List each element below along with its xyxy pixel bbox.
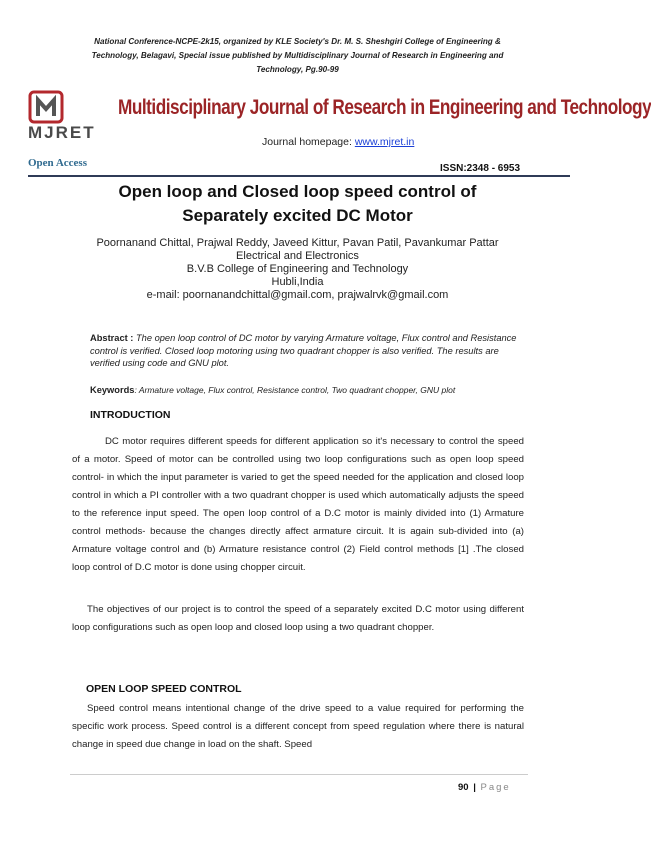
college: B.V.B College of Engineering and Technology xyxy=(186,263,409,275)
section-heading-introduction: INTRODUCTION xyxy=(90,409,171,421)
author-block xyxy=(50,237,545,302)
keywords xyxy=(90,385,530,395)
header-divider xyxy=(28,175,570,177)
intro-paragraph-1: DC motor requires different speeds for different application so it's necessary to control the speed of a motor. Speed of motor can be controlled using two loop configurations such as open loop speed control- in which the input parameter is varied to get the speed needed for the application and closed loop control in which a PI controller with a two quadrant chopper is used which automatically adjusts the speed to the reference input speed. The open loop control of a D.C motor is mainly divided into (1) Armature control methods- because the changes directly affect armature circuit. It is again sub-divided into (a) Armature voltage control and (b) Armature resistance control (2) Field control methods [1] .The closed loop control of D.C motor is done using chopper circuit. xyxy=(72,436,524,573)
logo-text: MJRET xyxy=(28,123,96,142)
homepage-label: Journal homepage: xyxy=(262,136,355,148)
abstract-text: The open loop control of DC motor by varying Armature voltage, Flux control and Resistance control is verified. Closed loop motoring using two quadrant chopper is also verified. The results are verified using code and GNU plot. xyxy=(90,333,517,368)
homepage-link[interactable]: www.mjret.in xyxy=(354,136,415,148)
email: e-mail: poornanandchittal@gmail.com, prajwalrvk@gmail.com xyxy=(146,289,449,301)
open-access-label: Open Access xyxy=(28,157,87,169)
paper-title-line-1: Open loop and Closed loop speed control of xyxy=(118,182,477,201)
abstract-label: Abstract : xyxy=(90,333,136,343)
conference-line-3: Technology, Pg.90-99 xyxy=(256,65,339,74)
conference-line-1: National Conference-NCPE-2k15, organized by KLE Society's Dr. M. S. Sheshgiri College of Engineering & xyxy=(94,37,501,46)
page-footer xyxy=(458,782,511,793)
abstract xyxy=(90,332,522,370)
footer-separator: | xyxy=(473,782,476,793)
paper-title-line-2: Separately excited DC Motor xyxy=(182,206,413,225)
journal-logo xyxy=(28,90,108,150)
conference-line-2: Technology, Belagavi, Special issue published by Multidisciplinary Journal of Research in Engineering and xyxy=(91,51,504,60)
paper-title xyxy=(50,180,545,228)
section-heading-open-loop: OPEN LOOP SPEED CONTROL xyxy=(86,683,242,695)
page-number: 90 xyxy=(458,782,469,793)
journal-title: Multidisciplinary Journal of Research in Engineering and Technology xyxy=(118,96,651,119)
city: Hubli,India xyxy=(271,276,324,288)
authors: Poornanand Chittal, Prajwal Reddy, Javeed Kittur, Pavan Patil, Pavankumar Pattar xyxy=(96,237,499,249)
keywords-label: Keywords xyxy=(90,385,135,395)
mjret-logo-icon xyxy=(28,90,68,124)
open-loop-paragraph-1: Speed control means intentional change of the drive speed to a value required for performing the specific work process. Speed control is a different concept from speed regulation where there is natural change in speed due change in load on the shaft. Speed xyxy=(72,703,524,750)
page-label: Page xyxy=(480,782,511,793)
issn: ISSN:2348 - 6953 xyxy=(440,163,521,174)
conference-header xyxy=(40,35,555,77)
footer-divider xyxy=(70,774,528,775)
department: Electrical and Electronics xyxy=(236,250,359,262)
keywords-text: : Armature voltage, Flux control, Resistance control, Two quadrant chopper, GNU plot xyxy=(134,385,456,395)
intro-paragraph-2: The objectives of our project is to control the speed of a separately excited D.C motor using different loop configurations such as open loop and closed loop using a two quadrant chopper. xyxy=(72,604,524,633)
journal-homepage xyxy=(262,136,414,148)
